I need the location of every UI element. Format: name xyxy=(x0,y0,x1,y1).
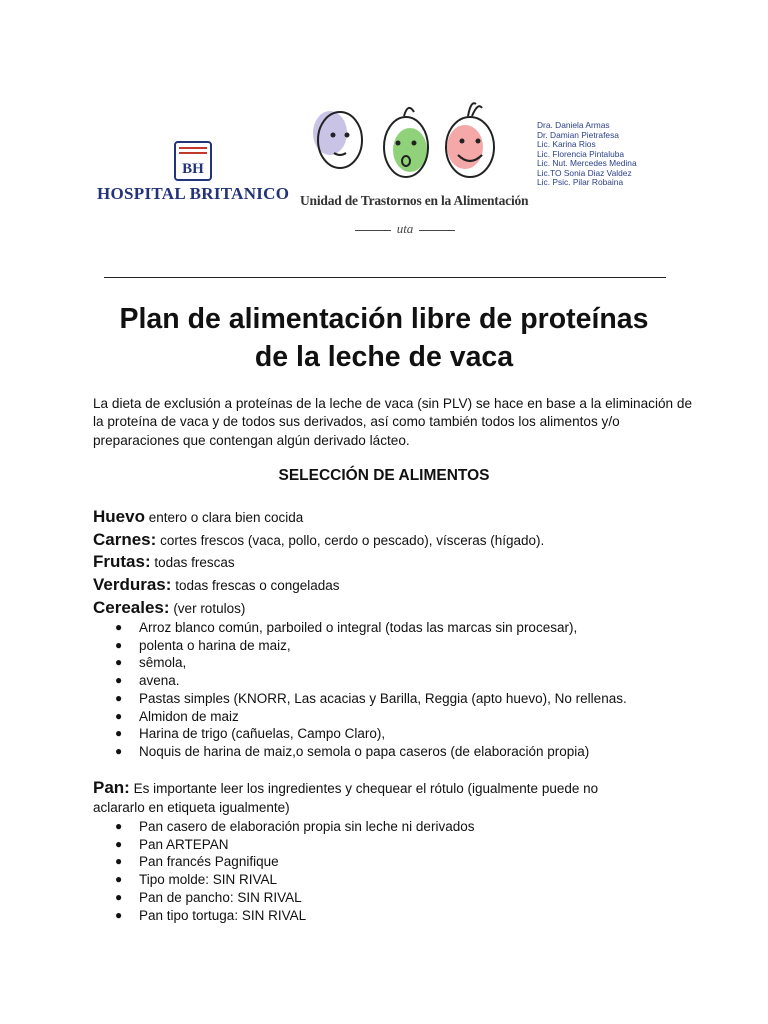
unit-short-name xyxy=(340,221,470,237)
pan-note xyxy=(93,778,653,817)
list-item-text: Arroz blanco común, parboiled o integral (todas las marcas sin procesar), xyxy=(139,620,578,635)
intro-paragraph: La dieta de exclusión a proteínas de la leche de vaca (sin PLV) se hace en base a la eliminación de la proteína de vaca y de todos sus derivados, así como también todos los alimentos y/o preparaciones que contengan algún derivado lácteo. xyxy=(93,396,693,448)
hospital-shield-icon xyxy=(172,140,214,182)
category-cereales xyxy=(93,598,245,618)
list-item-text: avena. xyxy=(139,673,180,689)
cereales-list xyxy=(115,619,627,761)
document-title xyxy=(60,300,708,376)
category-value: entero o clara bien cocida xyxy=(144,510,304,525)
unit-name: Unidad de Trastornos en la Alimentación xyxy=(300,193,529,208)
list-item-text: Harina de trigo (cañuelas, Campo Claro), xyxy=(139,726,386,742)
category-label: Pan: xyxy=(93,778,130,797)
category-verduras xyxy=(93,575,340,595)
list-item-text: Pan ARTEPAN xyxy=(139,836,229,852)
category-value: todas frescas o congeladas xyxy=(171,578,340,593)
list-item-text: Tipo molde: SIN RIVAL xyxy=(139,872,278,888)
section-title: SELECCIÓN DE ALIMENTOS xyxy=(278,467,490,484)
hospital-name: HOSPITAL BRITANICO xyxy=(97,184,290,203)
bullet-icon: ● xyxy=(115,620,123,634)
children-faces-illustration xyxy=(300,95,510,195)
list-item xyxy=(115,672,627,690)
bullet-icon: ● xyxy=(115,726,123,741)
staff-member: Dra. Daniela Armas xyxy=(537,120,610,130)
list-item xyxy=(115,889,474,907)
bullet-icon: ● xyxy=(115,854,123,869)
list-item xyxy=(115,619,627,637)
category-carnes xyxy=(93,530,544,550)
list-item xyxy=(115,690,627,708)
pan-note-text: Es importante leer los ingredientes y chequear el rótulo (igualmente puede no aclararlo en etiqueta igualmente) xyxy=(93,781,599,815)
hospital-badge-text: BH xyxy=(182,161,204,177)
category-value: cortes frescos (vaca, pollo, cerdo o pescado), vísceras (hígado). xyxy=(156,533,545,548)
document-header xyxy=(0,0,768,270)
list-item-text: Pan casero de elaboración propia sin leche ni derivados xyxy=(139,819,475,834)
uta-logo xyxy=(300,95,529,245)
staff-member: Lic.TO Sonia Diaz Valdez xyxy=(537,167,632,178)
list-item-text: polenta o harina de maiz, xyxy=(139,637,291,653)
list-item xyxy=(115,818,474,836)
category-label: Frutas: xyxy=(93,552,151,571)
category-value: (ver rotulos) xyxy=(169,601,246,616)
title-line-2: de la leche de vaca xyxy=(254,341,514,373)
list-item-text: Pan tipo tortuga: SIN RIVAL xyxy=(139,907,307,923)
bullet-icon: ● xyxy=(115,819,123,833)
bullet-icon: ● xyxy=(115,836,123,851)
staff-member: Lic. Karina Rios xyxy=(537,139,596,149)
staff-member: Dr. Damian Pietrafesa xyxy=(537,129,619,140)
list-item-text: sêmola, xyxy=(139,655,187,671)
list-item xyxy=(115,743,627,761)
header-divider xyxy=(104,277,666,278)
bullet-icon: ● xyxy=(115,907,123,922)
category-huevo xyxy=(93,507,303,527)
list-item xyxy=(115,708,627,726)
category-label: Carnes: xyxy=(93,530,157,549)
list-item-text: Noquis de harina de maiz,o semola o papa caseros (de elaboración propia) xyxy=(139,743,590,759)
hospital-britanico-logo xyxy=(97,140,297,210)
category-label: Verduras: xyxy=(93,575,172,594)
bullet-icon: ● xyxy=(115,872,123,887)
unit-short-text: uta xyxy=(396,221,414,236)
list-item xyxy=(115,637,627,655)
staff-member: Lic. Psic. Pilar Robaina xyxy=(537,177,624,187)
list-item-text: Pan francés Pagnifique xyxy=(139,854,279,870)
bullet-icon: ● xyxy=(115,889,123,904)
category-label: Huevo xyxy=(93,507,145,526)
list-item-text: Pastas simples (KNORR, Las acacias y Barilla, Reggia (apto huevo), No rellenas. xyxy=(139,690,627,706)
list-item-text: Almidon de maiz xyxy=(139,708,239,724)
category-value: todas frescas xyxy=(150,555,235,570)
pan-list xyxy=(115,818,474,924)
list-item xyxy=(115,836,474,854)
category-label: Cereales: xyxy=(93,598,170,617)
list-item xyxy=(115,907,474,925)
staff-member: Lic. Nut. Mercedes Medina xyxy=(537,158,637,168)
staff-list xyxy=(537,121,637,188)
list-item-text: Pan de pancho: SIN RIVAL xyxy=(139,889,302,905)
list-item xyxy=(115,654,627,672)
list-item xyxy=(115,871,474,889)
bullet-icon: ● xyxy=(115,690,123,705)
staff-member: Lic. Florencia Pintaluba xyxy=(537,148,625,159)
bullet-icon: ● xyxy=(115,673,123,688)
bullet-icon: ● xyxy=(115,655,123,670)
list-item xyxy=(115,725,627,743)
category-frutas xyxy=(93,552,235,572)
title-line-1: Plan de alimentación libre de proteínas xyxy=(119,303,649,335)
bullet-icon: ● xyxy=(115,637,123,652)
bullet-icon: ● xyxy=(115,743,123,758)
list-item xyxy=(115,853,474,871)
bullet-icon: ● xyxy=(115,708,123,723)
